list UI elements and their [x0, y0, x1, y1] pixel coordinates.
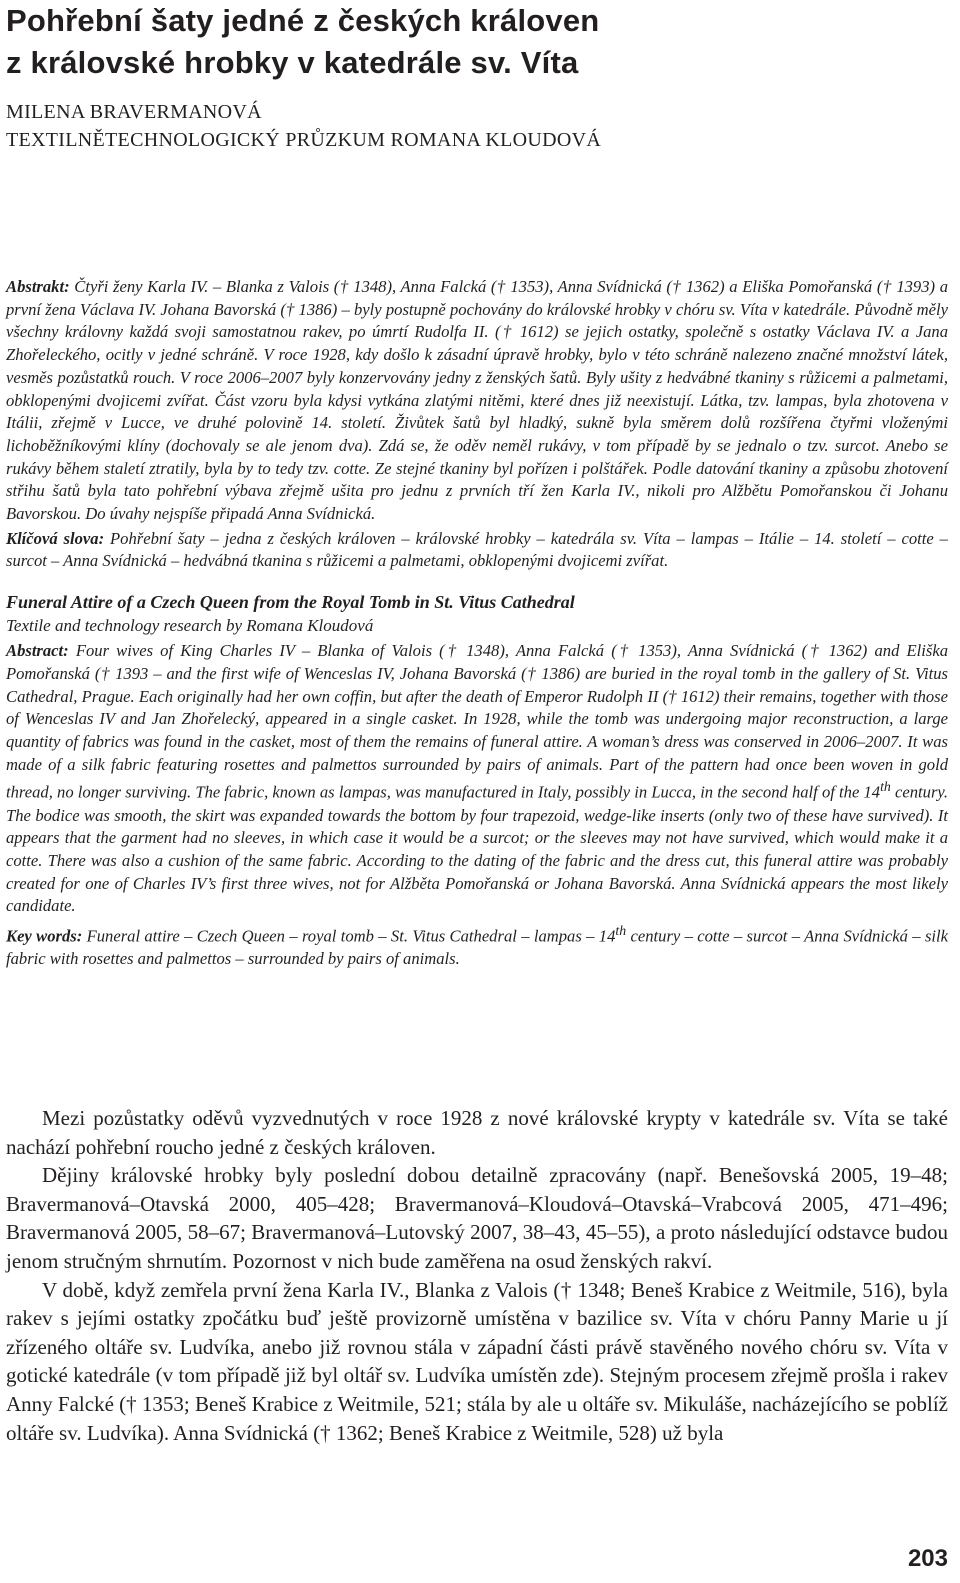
english-subtitle: Textile and technology research by Romana Kloudová — [6, 616, 374, 636]
keywords-english-text-2: century – cotte – surcot – Anna Svídnická – silk fabric with rosettes and palmettos – surrounded by pairs of animals. — [6, 926, 948, 969]
superscript-th: th — [880, 779, 891, 795]
article-page — [6, 0, 949, 1445]
abstract-czech-text: Čtyři ženy Karla IV. – Blanka z Valois († 1348), Anna Falcká († 1353), Anna Svídnická († 1362) a Eliška Pomořanská († 1393) a první žena Václava IV. Johana Bavorská († 1386) – byly postupně pochovány do královské hrobky v chóru sv. Víta v katedrále. Původně měly všechny královny každá svoji samostatnou rakev, po úmrtí Rudolfa II. († 1612) se jejich ostatky, společně s ostatky Václava IV. a Jana Zhořeleckého, ocitly v jedné schráně. V roce 1928, kdy došlo k zásadní úpravě hrobky, bylo v této schráně nalezeno značné množství látek, vesměs pozůstatků rouch. V roce 2006–2007 byly konzervovány jedny z ženských šatů. Byly ušity z hedvábné tkaniny s růžicemi a palmetami, obklopenými dvojicemi zvířat. Část vzoru byla kdysi vytkána zlatými nitěmi, které dnes již neexistují. Látka, tzv. lampas, byla zhotovena v Itálii, zřejmě v Lucce, ve druhé polovině 14. století. Živůtek šatů byl hladký, sukně byla směrem dolů rozšířena čtyřmi vloženými lichoběžníkovými klíny (dochovaly se ale jenom dva). Zdá se, že oděv neměl rukávy, v tom případě by se jednalo o tzv. surcot. Anebo se rukávy během staletí ztratily, byla by to tedy tzv. cotte. Ze stejné tkaniny byl pořízen i polštářek. Podle datování tkaniny a způsobu zhotovení střihu šatů byla tato pohřební výbava zřejmě ušita pro jednu z prvních tří žen Karla IV., nikoli pro Alžbětu Pomořanskou či Johanu Bavorskou. Do úvahy nejspíše připadá Anna Svídnická. — [6, 277, 948, 524]
research-credit: TEXTILNĚTECHNOLOGICKÝ PRŮZKUM ROMANA KLOUDOVÁ — [6, 129, 602, 151]
keywords-superscript-th: th — [615, 923, 627, 939]
article-title — [6, 0, 948, 84]
keywords-en-label: Key words: — [6, 926, 83, 946]
abstract-czech — [6, 276, 948, 526]
body-paragraph-1: Mezi pozůstatky oděvů vyzvednutých v roce 1928 z nové královské krypty v katedrále sv. Víta se také nachází pohřební roucho jedné z českých královen. — [6, 1106, 948, 1159]
abstract-english-text-1: Four wives of King Charles IV – Blanka of Valois († 1348), Anna Falcká († 1353), Anna Svídnická († 1362) and Eliška Pomořanská († 1393 – and the first wife of Wenceslas IV, Johana Bavorská († 1386) are buried in the royal tomb in the gallery of St. Vitus Cathedral, Prague. Each originally had her own coffin, but after the death of Emperor Rudolph II († 1612) their remains, together with those of Wenceslas IV and Jan Zhořelecký, appeared in a single casket. In 1928, while the tomb was undergoing major reconstruction, a large quantity of fabrics was found in the casket, most of them the remains of funeral attire. A woman’s dress was conserved in 2006–2007. It was made of a silk fabric featuring rosettes and palmettos surrounded by pairs of animals. Part of the pattern had once been woven in gold thread, no longer surviving. The fabric, known as lampas, was manufactured in Italy, possibly in Lucca, in the second half of the 14 — [6, 641, 948, 802]
page-number: 203 — [907, 1545, 948, 1572]
keywords-english-text-1: Funeral attire – Czech Queen – royal tomb – St. Vitus Cathedral – lampas – 14 — [82, 926, 616, 946]
abstract-english — [6, 640, 948, 918]
abstract-en-label: Abstract: — [6, 641, 69, 661]
english-title: Funeral Attire of a Czech Queen from the Royal Tomb in St. Vitus Cathedral — [6, 592, 575, 613]
abstract-label: Abstrakt: — [6, 277, 70, 296]
body-paragraph-3: V době, když zemřela první žena Karla IV., Blanka z Valois († 1348; Beneš Krabice z Weitmile, 516), byla rakev s jejími ostatky zpočátku buď ještě provizorně umístěna v bazilice sv. Víta v chóru Panny Marie u jí zřízeného oltáře sv. Ludvíka, anebo již rovnou stála v západní části právě stavěného nového chóru sv. Víta v gotické katedrále (v tom případě již byl oltář sv. Ludvíka umístěn zde). Stejným procesem zřejmě prošla i rakev Anny Falcké († 1353; Beneš Krabice z Weitmile, 521; stála by ale u oltáře sv. Mikuláše, nacházejícího se poblíž oltáře sv. Ludvíka). Anna Svídnická († 1362; Beneš Krabice z Weitmile, 528) už byla — [6, 1277, 948, 1445]
abstract-english-text-2: century. The bodice was smooth, the skirt was expanded towards the bottom by four trapezoid, wedge-like inserts (only two of these have survived). It appears that the garment had no sleeves, in which case it would be a surcot; or the sleeves may not have survived, which would make it a cotte. There was also a cushion of the same fabric. According to the dating of the fabric and the dress cut, this funeral attire was probably created for one of Charles IV’s first three wives, not for Alžběta Pomořanská or Johana Bavorská. Anna Svídnická appears the most likely candidate. — [6, 782, 949, 916]
author-name: MILENA BRAVERMANOVÁ — [6, 101, 262, 123]
body-paragraph-2: Dějiny královské hrobky byly poslední dobou detailně zpracovány (např. Benešovská 2005, 19–48; Bravermanová–Otavská 2000, 405–428; Bravermanová–Kloudová–Otavská–Vrabcová 2005, 471–496; Bravermanová 2005, 58–67; Bravermanová–Lutovský 2007, 38–43, 45–55), a proto následující odstavce budou jenom stručným shrnutím. Pozornost v nich bude zaměřena na osud ženských rakví. — [6, 1163, 948, 1273]
title-line-2: z královské hrobky v katedrále sv. Víta — [6, 45, 579, 80]
keywords-label: Klíčová slova: — [6, 528, 105, 548]
keywords-english — [6, 920, 948, 971]
abstract-section — [6, 276, 948, 971]
keywords-czech — [6, 528, 948, 573]
body-text — [6, 1104, 948, 1447]
keywords-czech-text: Pohřební šaty – jedna z českých královen – královské hrobky – katedrála sv. Víta – lampas – Itálie – 14. století – cotte – surcot – Anna Svídnická – hedvábná tkanina s růžicemi a palmetami, obklopenými dvojicemi zvířat. — [6, 528, 948, 571]
title-line-1: Pohřební šaty jedné z českých královen — [6, 3, 600, 38]
